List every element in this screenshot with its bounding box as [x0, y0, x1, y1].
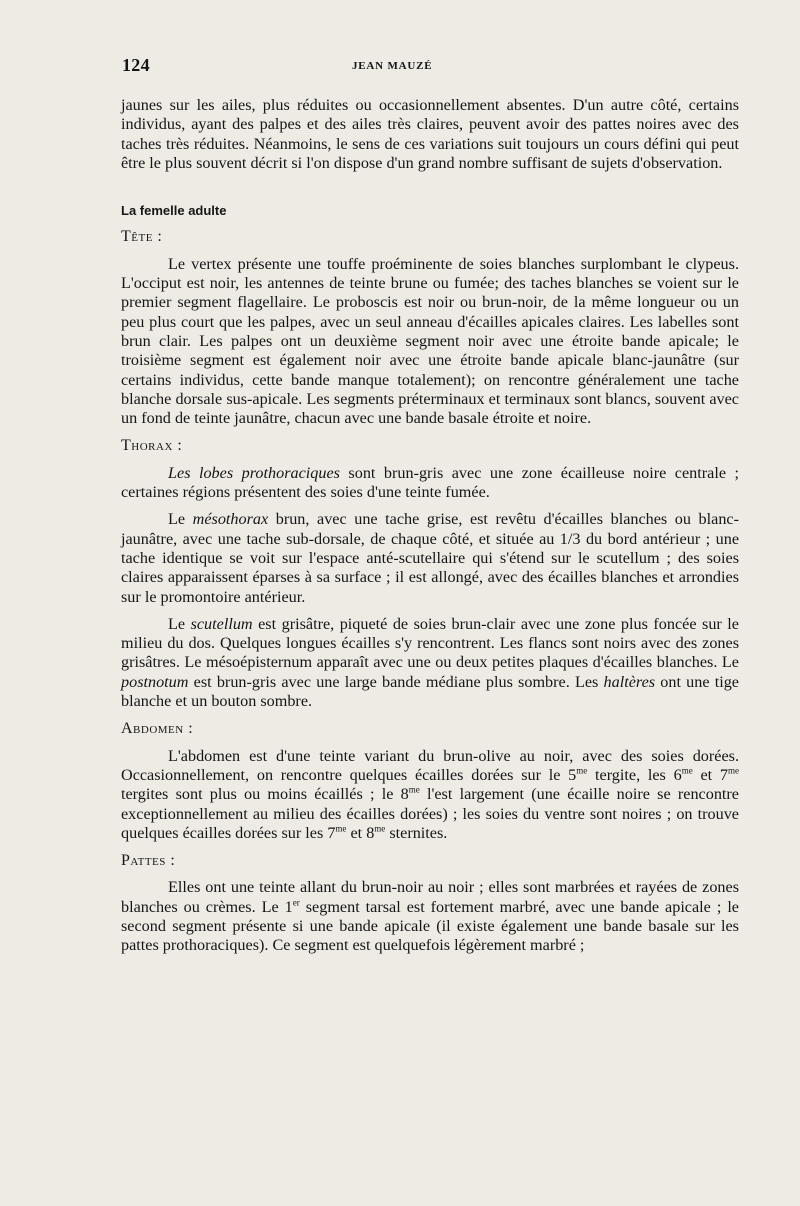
tete-paragraph: Le vertex présente une touffe proéminente de soies blanches surplombant le clypeus. L'occiput est noir, les antennes de teinte brune ou fumée; des taches blanches se voient sur le premier segment flagellaire. Le proboscis est noir ou brun-noir, de la même longueur ou un peu plus court que les palpes, avec un seul anneau d'écailles apicales claires. Les labelles sont brun clair. Les palpes ont un deuxième segment noir avec une étroite bande apicale; le troisième segment est également noir avec une étroite bande apicale blanc-jaunâtre (sur certains individus, cette bande manque totalement); on rencontre généralement une tache blanche dorsale sus-apicale. Les segments préterminaux et terminaux sont blancs, souvent avec un fond de teinte jaunâtre, chacun avec une bande basale étroite et noire.: [121, 254, 739, 428]
term-scutellum: scutellum: [190, 614, 253, 633]
abdomen-superscript-1: me: [576, 765, 588, 776]
thorax-paragraph-3: [121, 615, 739, 711]
term-mesothorax: mésothorax: [192, 510, 269, 529]
pattes-text-1: Elles ont une teinte allant du brun-noir au noir ; elles sont marbrées et rayées de zones blanches ou crèmes. Le 1: [121, 878, 739, 916]
thorax-paragraph-2-text: brun, avec une tache grise, est revêtu d'écailles blanches ou blanc-jaunâtre, avec une tache sub-dorsale, de chaque côté, et située au 1/3 du bord antérieur ; une tache identique se voit sur l'espace anté-scutellaire qui s'étend sur le scutellum ; des soies claires apparaissent éparses à sa surface ; il est allongé, avec des écailles blanches et arrondies sur le promontoire antérieur.: [121, 510, 739, 606]
pattes-superscript-1: er: [292, 897, 300, 908]
page-header: [122, 55, 742, 77]
abdomen-paragraph: [121, 747, 739, 843]
thorax-paragraph-2: [121, 510, 739, 606]
abdomen-superscript-3: me: [728, 765, 739, 776]
section-title-female: La femelle adulte: [121, 203, 227, 219]
page-number: 124: [122, 55, 150, 75]
abdomen-text-5: l'est largement (une écaille noire se rencontre exceptionnellement au milieu des écailles dorées) ; les soies du ventre sont noires ; on trouve quelques écailles dorées sur les 7: [121, 785, 739, 842]
thorax-paragraph-1-text: sont brun-gris avec une zone écailleuse noire centrale ; certaines régions présentent des soies d'une teinte fumée.: [121, 463, 739, 502]
abdomen-superscript-6: me: [374, 823, 386, 834]
term-postnotum: postnotum: [121, 672, 189, 691]
term-lobes-prothoraciques: Les lobes prothoraciques: [168, 463, 340, 482]
abdomen-text-3: et 7: [692, 765, 728, 784]
running-title: JEAN MAUZÉ: [352, 60, 433, 72]
thorax-paragraph-3-end: ont une tige blanche et un bouton sombre.: [121, 672, 739, 711]
abdomen-superscript-4: me: [408, 784, 420, 795]
thorax-paragraph-2-start: Le: [168, 510, 193, 529]
thorax-paragraph-3-start: Le: [168, 614, 191, 633]
abdomen-superscript-5: me: [335, 823, 347, 834]
term-halteres: haltères: [603, 672, 656, 691]
abdomen-text-2: tergite, les 6: [587, 765, 682, 784]
abdomen-text-6: et 8: [346, 823, 375, 842]
body-text: [121, 96, 739, 956]
pattes-paragraph: [121, 878, 739, 955]
heading-thorax: Thorax :: [121, 437, 183, 455]
abdomen-text-4: tergites sont plus ou moins écaillés ; le 8: [121, 785, 409, 804]
thorax-paragraph-1: [121, 464, 739, 503]
thorax-paragraph-3-mid-2: est brun-gris avec une large bande médiane plus sombre. Les: [188, 672, 604, 691]
abdomen-superscript-2: me: [681, 765, 693, 776]
heading-tete: Tête :: [121, 228, 163, 246]
heading-pattes: Pattes :: [121, 852, 176, 870]
intro-paragraph: jaunes sur les ailes, plus réduites ou occasionnellement absentes. D'un autre côté, certains individus, ayant des palpes et des ailes très claires, peuvent avoir des pattes noires avec des taches très réduites. Néanmoins, le sens de ces variations suit toujours un cours défini qui peut être le plus souvent décrit si l'on dispose d'un grand nombre suffisant de sujets d'observation.: [121, 96, 739, 172]
pattes-text-2: segment tarsal est fortement marbré, avec une bande apicale ; le second segment présente si une bande apicale (il existe également une bande basale sur les pattes prothoraciques). Ce segment est quelquefois légèrement marbré ;: [121, 897, 739, 955]
thorax-paragraph-3-mid-1: est grisâtre, piqueté de soies brun-clair avec une zone plus foncée sur le milieu du dos. Quelques longues écailles s'y rencontrent. Les flancs sont noirs avec des zones grisâtres. Le mésoépisternum apparaît avec une ou deux petites plaques d'écailles blanches. Le: [121, 614, 739, 672]
heading-abdomen: Abdomen :: [121, 720, 194, 738]
abdomen-text-7: sternites.: [385, 823, 448, 842]
abdomen-text-1: L'abdomen est d'une teinte variant du brun-olive au noir, avec des soies dorées. Occasionnellement, on rencontre quelques écailles dorées sur le 5: [121, 746, 739, 784]
